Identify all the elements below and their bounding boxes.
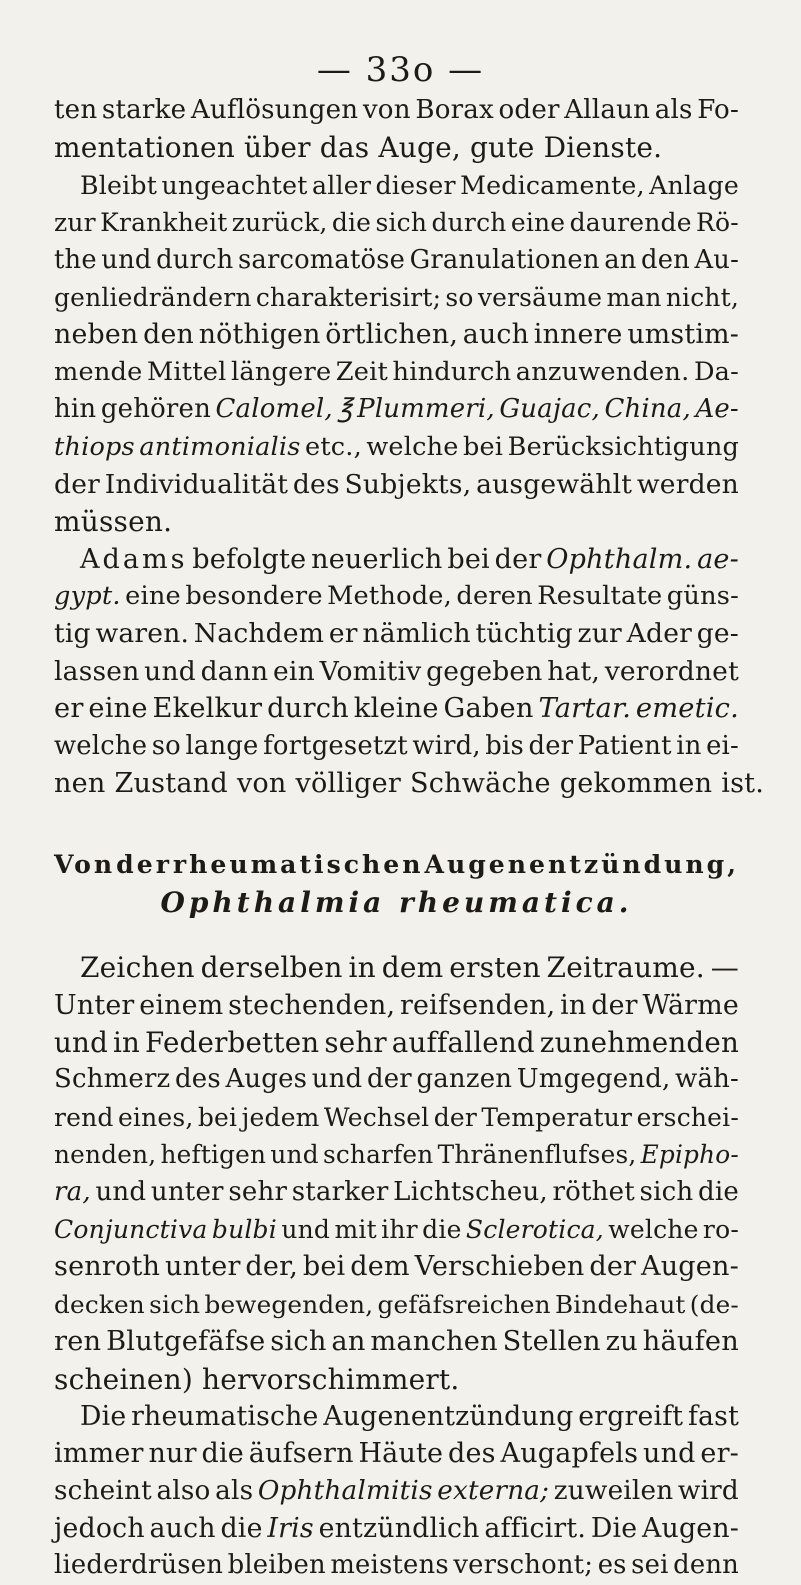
- word: fast: [687, 1400, 739, 1432]
- word: Plummeri,: [357, 394, 495, 425]
- word: in: [348, 951, 376, 985]
- word: Lichtscheu,: [393, 1176, 548, 1207]
- word: Auges: [225, 1064, 308, 1095]
- word: rheumatische: [131, 1400, 319, 1432]
- word: ro-: [702, 1214, 739, 1244]
- word: anzuwenden.: [515, 356, 690, 387]
- word: Nachdem: [193, 618, 325, 650]
- word: eine: [125, 581, 181, 612]
- word: Tartar.: [538, 693, 632, 725]
- word: auffallend: [391, 1025, 535, 1059]
- word: güns-: [666, 581, 739, 612]
- word: und: [101, 244, 152, 275]
- text-line: [54, 354, 739, 391]
- page-text: [54, 92, 765, 1585]
- word: jedem: [241, 1102, 320, 1132]
- word: die: [697, 1176, 739, 1207]
- word: eine: [88, 693, 148, 725]
- text-line: [54, 92, 739, 129]
- word: Augenentzündung,: [424, 849, 739, 880]
- text-line: [54, 1061, 739, 1098]
- word: nur: [148, 1438, 197, 1470]
- word: Von: [54, 849, 116, 880]
- word: so: [445, 282, 474, 312]
- word: Ophthalmitis: [257, 1475, 433, 1506]
- word: eines,: [117, 1102, 194, 1132]
- word: neben: [54, 319, 139, 351]
- word: von: [236, 768, 287, 800]
- word: immer: [54, 1438, 144, 1470]
- word: und: [54, 1025, 109, 1059]
- text-line: [54, 503, 739, 540]
- word: mende: [54, 356, 143, 387]
- word: thiops: [54, 431, 135, 462]
- word: afficirt.: [484, 1513, 587, 1545]
- word: Guajac,: [499, 394, 600, 425]
- word: bei: [462, 431, 504, 462]
- word: bei: [197, 1102, 238, 1132]
- section-subheading: Ophthalmia rheumatica.: [160, 885, 633, 919]
- word: der: [433, 1102, 478, 1132]
- word: verordnet: [604, 655, 739, 687]
- word: Calomel,: [215, 394, 333, 425]
- word: auch: [149, 1513, 216, 1545]
- word: Iris: [267, 1513, 314, 1545]
- word: häufen: [642, 1326, 739, 1358]
- word: Schmerz: [54, 1064, 171, 1095]
- text-line: [54, 690, 739, 727]
- word: lange: [185, 730, 259, 761]
- word: meistens: [330, 1550, 449, 1581]
- word: Methode,: [327, 581, 452, 612]
- word: Zeitraume.: [546, 951, 705, 985]
- word: aller: [311, 170, 372, 200]
- word: völliger: [295, 768, 401, 800]
- word: neuerlich: [311, 543, 443, 575]
- word: hervorschimmert.: [201, 1362, 460, 1396]
- word: welche: [366, 431, 459, 462]
- word: von: [362, 95, 411, 125]
- word: also: [156, 1475, 211, 1506]
- word: unter: [150, 1176, 224, 1207]
- word: Blutgefäfse: [106, 1326, 266, 1358]
- word: Adams: [80, 543, 188, 575]
- text-line: [54, 1510, 739, 1547]
- word: innere: [533, 319, 623, 351]
- word: Zeichen: [80, 951, 195, 985]
- word: den: [641, 244, 690, 275]
- word: Conjunctiva: [54, 1214, 208, 1244]
- word: durch: [156, 244, 234, 275]
- word: Häute: [358, 1438, 444, 1470]
- word: Vomitiv: [319, 655, 422, 687]
- word: längere: [231, 356, 332, 387]
- page-number: — 33o —: [316, 50, 485, 90]
- word: jedoch: [54, 1513, 145, 1545]
- word: nicht,: [665, 282, 739, 312]
- word: sei: [631, 1550, 669, 1581]
- word: etc.,: [305, 431, 362, 462]
- word: denn: [673, 1550, 739, 1581]
- word: lassen: [54, 655, 140, 687]
- word: dem: [350, 1251, 410, 1283]
- word: oder: [498, 95, 560, 125]
- word: Ader: [626, 618, 692, 650]
- word: versäume: [477, 282, 603, 312]
- word: genliedrändern: [54, 282, 252, 312]
- word: heftigen: [160, 1140, 267, 1170]
- word: Ophthalm.: [546, 543, 693, 575]
- word: einem: [139, 989, 224, 1021]
- word: bis: [485, 730, 524, 761]
- word: welche: [54, 730, 148, 761]
- word: bei: [302, 1251, 346, 1283]
- word: des: [448, 1438, 496, 1470]
- text-line: [54, 391, 739, 428]
- word: Da-: [693, 356, 739, 387]
- word: als: [654, 95, 693, 125]
- word: mentationen: [54, 131, 236, 165]
- word: durch: [267, 693, 349, 725]
- word: tig: [54, 618, 91, 650]
- word: Die: [590, 1513, 638, 1545]
- word: erschei-: [636, 1102, 739, 1132]
- word: Allaun: [564, 95, 651, 125]
- word: antimonialis: [139, 431, 301, 462]
- word: welche: [608, 1214, 699, 1244]
- text-line: [54, 466, 739, 503]
- word: ein: [273, 655, 315, 687]
- word: reifsenden,: [400, 989, 556, 1021]
- word: —: [710, 951, 739, 985]
- word: Augen-: [640, 1251, 739, 1283]
- word: ersten: [449, 951, 541, 985]
- text-line: [54, 204, 739, 241]
- word: der: [54, 468, 100, 500]
- word: die: [220, 1513, 263, 1545]
- word: Schwäche: [410, 768, 551, 800]
- word: scharfen: [322, 1140, 434, 1170]
- word: zu: [605, 1326, 638, 1358]
- word: hindurch: [392, 356, 512, 387]
- word: ℥: [337, 394, 353, 425]
- word: sehr: [324, 1025, 387, 1059]
- text-line: [54, 429, 739, 466]
- word: ihr: [381, 1214, 418, 1244]
- word: sich: [375, 208, 428, 238]
- word: sarcomatöse: [237, 244, 406, 275]
- word: gute: [469, 131, 535, 165]
- word: auch: [462, 319, 530, 351]
- word: wird,: [412, 730, 481, 761]
- word: Gaben: [443, 693, 534, 725]
- text-line: [54, 653, 739, 690]
- word: und: [311, 1064, 363, 1095]
- word: man: [606, 282, 662, 312]
- word: entzündlich: [318, 1513, 480, 1545]
- word: derselben: [200, 951, 343, 985]
- word: an: [331, 1326, 366, 1358]
- text-line: [54, 1099, 739, 1136]
- word: die: [331, 208, 372, 238]
- word: Augenentzündung: [323, 1400, 574, 1432]
- text-line: [54, 765, 765, 802]
- word: Stellen: [502, 1326, 601, 1358]
- word: unter: [164, 1251, 241, 1283]
- word: in: [676, 730, 702, 761]
- word: fortgesetzt: [263, 730, 408, 761]
- word: decken: [54, 1289, 145, 1319]
- word: eine: [510, 208, 566, 238]
- word: Die: [80, 1400, 127, 1432]
- word: senroth: [54, 1251, 161, 1283]
- text-line: [54, 615, 739, 652]
- word: (de-: [689, 1289, 739, 1319]
- word: deren: [456, 581, 533, 612]
- word: Dienste.: [543, 131, 663, 165]
- text-line: [54, 279, 739, 316]
- text-line: [54, 1174, 739, 1211]
- word: Unter: [54, 989, 135, 1021]
- word: gefäfsreichen: [377, 1289, 551, 1319]
- word: örtlichen,: [325, 319, 459, 351]
- word: rheumatischen: [172, 849, 424, 880]
- word: des: [175, 1064, 221, 1095]
- word: Resultate: [537, 581, 663, 612]
- word: Individualität: [104, 468, 289, 500]
- word: externa;: [437, 1475, 550, 1506]
- text-line: [54, 1248, 739, 1285]
- word: er-: [700, 1438, 739, 1470]
- text-line: [54, 1547, 739, 1584]
- word: befolgte: [192, 543, 307, 575]
- word: zur: [54, 208, 96, 238]
- word: Mittel: [146, 356, 227, 387]
- word: der: [494, 543, 542, 575]
- word: den: [143, 319, 194, 351]
- word: ist.: [721, 768, 765, 800]
- word: Federbetten: [145, 1025, 320, 1059]
- word: gypt.: [54, 581, 121, 612]
- word: sich: [149, 1289, 201, 1319]
- word: Zustand: [114, 768, 228, 800]
- word: charakterisirt;: [255, 282, 442, 312]
- word: der: [366, 1064, 412, 1095]
- section-heading: [54, 846, 739, 883]
- text-line: [54, 987, 739, 1024]
- word: scheinen): [54, 1362, 193, 1396]
- word: nöthigen: [198, 319, 321, 351]
- word: nen: [54, 768, 106, 800]
- text-line: [54, 541, 739, 578]
- word: nämlich: [362, 618, 471, 650]
- word: zurück,: [231, 208, 328, 238]
- text-line: [54, 1473, 739, 1510]
- word: der: [591, 989, 638, 1021]
- word: ren: [54, 1326, 102, 1358]
- text-line: [54, 242, 739, 279]
- word: und: [270, 1140, 319, 1170]
- text-line: [54, 728, 739, 765]
- word: der,: [245, 1251, 299, 1283]
- word: mit: [334, 1214, 377, 1244]
- word: werden: [636, 468, 739, 500]
- word: so: [151, 730, 181, 761]
- word: dem: [381, 951, 444, 985]
- word: und: [95, 1176, 147, 1207]
- word: hat,: [547, 655, 601, 687]
- text-line: [54, 1361, 739, 1398]
- word: liederdrüsen: [54, 1550, 224, 1581]
- word: Zeit: [335, 356, 389, 387]
- word: röthet: [552, 1176, 635, 1207]
- word: durch: [431, 208, 507, 238]
- word: Auflösungen: [190, 95, 359, 125]
- text-line: [54, 1323, 739, 1360]
- word: ae-: [697, 543, 739, 575]
- word: ei-: [706, 730, 739, 761]
- word: ausgewählt: [476, 468, 633, 500]
- word: zur: [577, 618, 622, 650]
- word: über: [244, 131, 311, 165]
- word: Umgegend,: [516, 1064, 671, 1095]
- word: an: [604, 244, 637, 275]
- word: wäh-: [675, 1064, 739, 1095]
- word: Rö-: [696, 208, 739, 238]
- text-line: [54, 949, 739, 986]
- word: bei: [447, 543, 490, 575]
- word: Granulationen: [409, 244, 600, 275]
- word: Sclerotica,: [465, 1214, 604, 1244]
- word: Au-: [694, 244, 739, 275]
- word: China,: [604, 394, 691, 425]
- text-line: [54, 1435, 739, 1472]
- word: müssen.: [54, 505, 173, 539]
- word: und: [144, 655, 196, 687]
- word: Augapfels: [500, 1438, 639, 1470]
- word: und: [281, 1214, 331, 1244]
- word: hin: [54, 394, 97, 425]
- word: starker: [291, 1176, 389, 1207]
- word: Wärme: [642, 989, 739, 1021]
- word: in: [560, 989, 587, 1021]
- word: the: [54, 244, 97, 275]
- text-line: [54, 1286, 739, 1323]
- word: verschont;: [453, 1550, 594, 1581]
- word: Ae-: [695, 394, 739, 425]
- word: äufsern: [248, 1438, 354, 1470]
- word: Wechsel: [323, 1102, 430, 1132]
- word: es: [597, 1550, 627, 1581]
- word: starke: [101, 95, 187, 125]
- word: dieser: [375, 170, 456, 200]
- word: Ekelkur: [152, 693, 263, 725]
- word: er: [328, 618, 358, 650]
- word: dann: [200, 655, 269, 687]
- word: Epipho-: [640, 1140, 739, 1170]
- word: bewegenden,: [204, 1289, 374, 1319]
- word: Medicamente,: [460, 170, 645, 200]
- text-line: [54, 316, 739, 353]
- word: sich: [639, 1176, 694, 1207]
- word: Temperatur: [481, 1102, 633, 1132]
- text-line: [54, 129, 739, 166]
- word: gekommen: [559, 768, 713, 800]
- word: tüchtig: [475, 618, 573, 650]
- text-line: [54, 167, 739, 204]
- word: umstim-: [627, 319, 739, 351]
- word: Verschieben: [414, 1251, 585, 1283]
- word: ten: [54, 95, 98, 125]
- word: Patient: [577, 730, 672, 761]
- text-line: [54, 1211, 739, 1248]
- word: er: [54, 693, 84, 725]
- word: daurende: [569, 208, 692, 238]
- word: waren.: [95, 618, 190, 650]
- word: ge-: [696, 618, 739, 650]
- word: in: [112, 1025, 141, 1059]
- word: besondere: [185, 581, 323, 612]
- word: bulbi: [211, 1214, 277, 1244]
- word: zunehmenden: [539, 1025, 739, 1059]
- word: und: [643, 1438, 696, 1470]
- word: Bleibt: [80, 170, 158, 200]
- word: Fo-: [697, 95, 739, 125]
- word: Krankheit: [100, 208, 228, 238]
- word: sehr: [228, 1176, 288, 1207]
- word: der: [589, 1251, 637, 1283]
- word: ra,: [54, 1176, 91, 1207]
- word: Anlage: [649, 170, 739, 200]
- text-line: [54, 1024, 739, 1061]
- word: als: [215, 1475, 254, 1506]
- word: gegeben: [426, 655, 543, 687]
- word: die: [201, 1438, 244, 1470]
- word: Borax: [415, 95, 494, 125]
- word: stechenden,: [228, 989, 396, 1021]
- text-line: [54, 1398, 739, 1435]
- word: der: [528, 730, 574, 761]
- word: Subjekts,: [344, 468, 472, 500]
- text-line: [54, 578, 739, 615]
- word: Berücksichtigung: [507, 431, 739, 462]
- word: bleiben: [227, 1550, 326, 1581]
- word: Thränenflufses,: [437, 1140, 637, 1170]
- word: kleine: [353, 693, 439, 725]
- word: nenden,: [54, 1140, 157, 1170]
- word: die: [422, 1214, 462, 1244]
- word: scheint: [54, 1475, 152, 1506]
- word: manchen: [370, 1326, 498, 1358]
- text-line: [54, 1136, 739, 1173]
- word: des: [292, 468, 340, 500]
- word: sich: [270, 1326, 327, 1358]
- word: ganzen: [416, 1064, 513, 1095]
- word: ergreift: [578, 1400, 684, 1432]
- word: rend: [54, 1102, 114, 1132]
- word: emetic.: [635, 693, 739, 725]
- word: der: [116, 849, 172, 880]
- word: wird: [677, 1475, 739, 1506]
- word: Bindehaut: [554, 1289, 686, 1319]
- word: gehören: [100, 394, 211, 425]
- word: das: [319, 131, 370, 165]
- word: Augen-: [642, 1513, 739, 1545]
- word: zuweilen: [553, 1475, 674, 1506]
- word: Auge,: [378, 131, 461, 165]
- word: ungeachtet: [161, 170, 308, 200]
